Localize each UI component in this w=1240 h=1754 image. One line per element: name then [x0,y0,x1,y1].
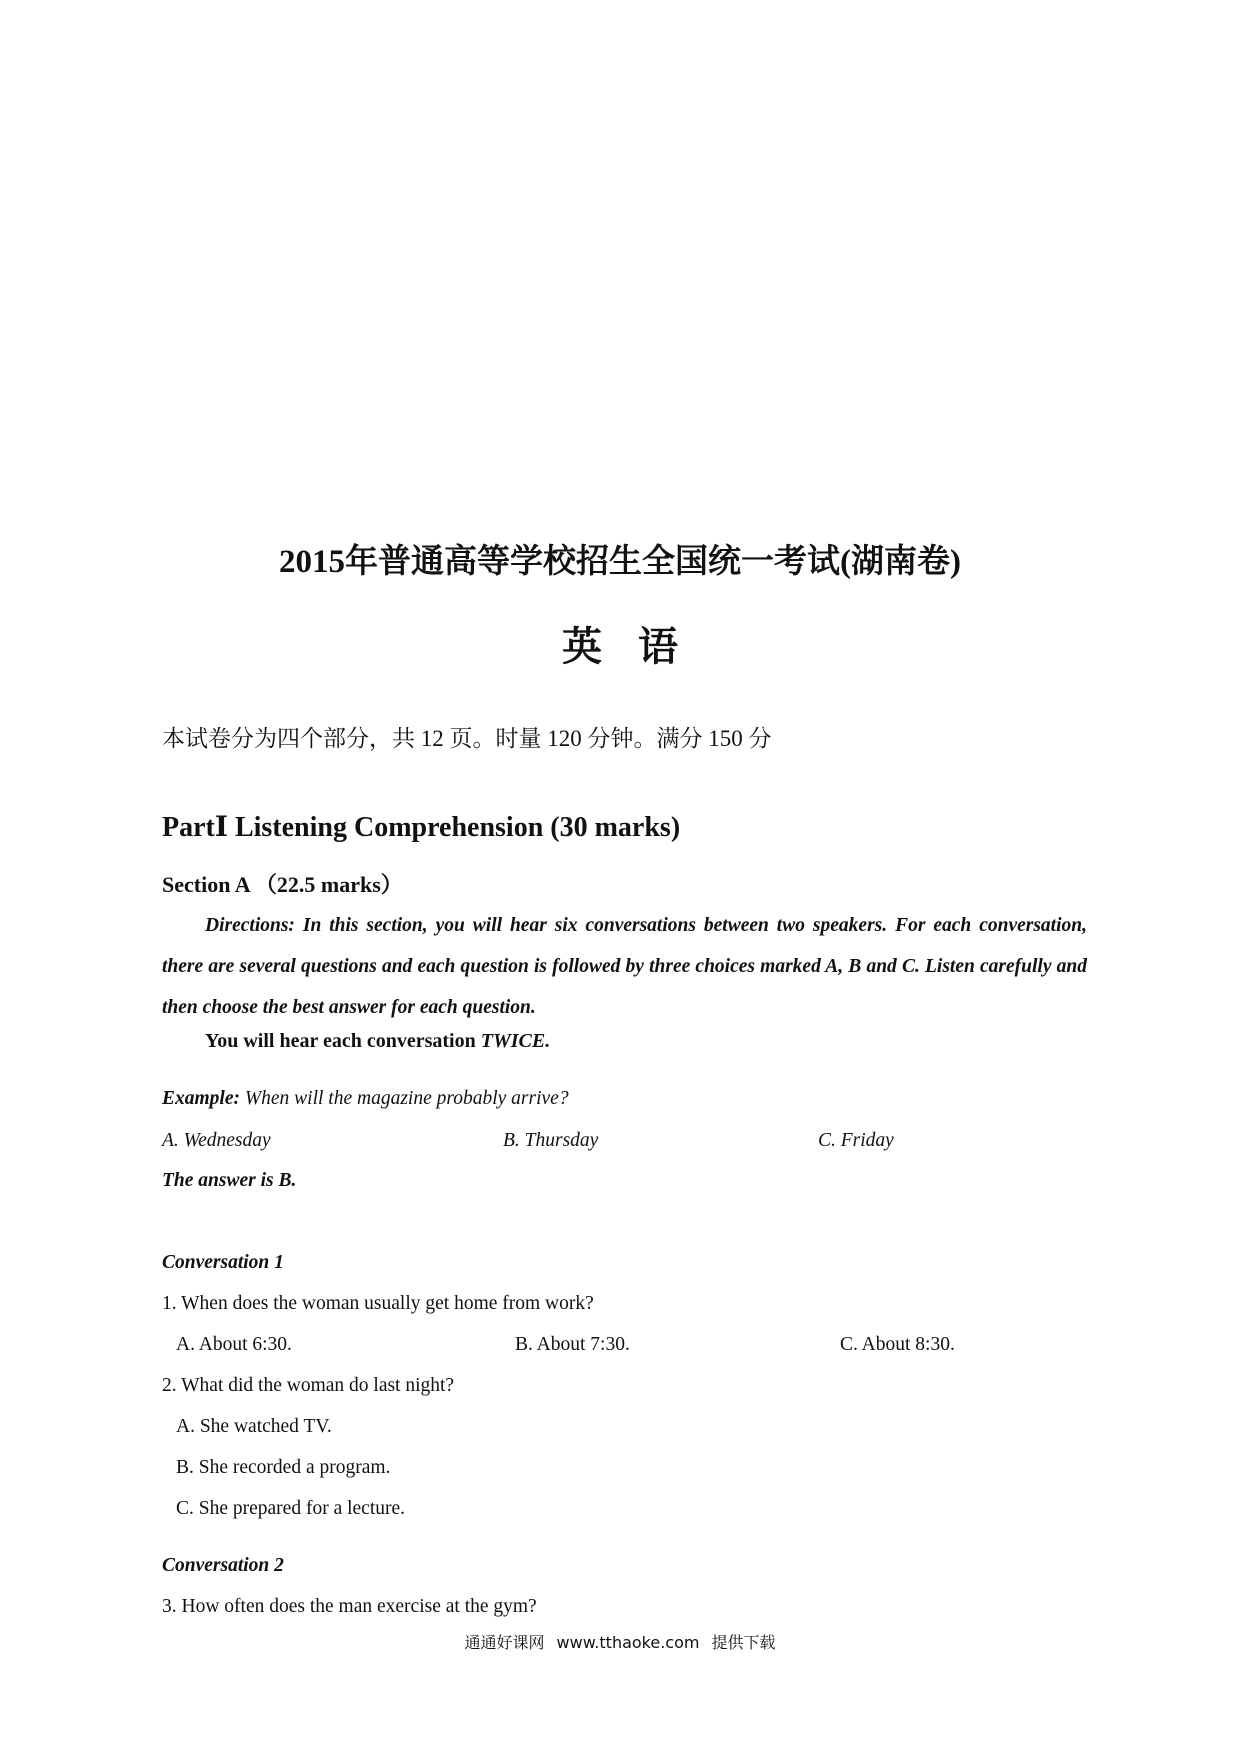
question-1-option-a: A. About 6:30. [176,1334,292,1355]
part1-heading: PartⅠ Listening Comprehension (30 marks) [162,812,681,843]
exam-subject: 英语 [562,624,714,669]
question-1: 1. When does the woman usually get home from work? [162,1293,594,1314]
section-a-heading: Section A （22.5 marks） [162,872,403,897]
example-option-a: A. Wednesday [162,1130,271,1151]
hear-twice-note [205,1030,550,1053]
exam-intro: 本试卷分为四个部分，共 12 页。时量 120 分钟。满分 150 分 [162,726,772,751]
question-1-option-c: C. About 8:30. [840,1334,955,1355]
section-a-directions: Directions: In this section, you will hear six conversations between two speakers. For each conversation, there are several questions and each question is followed by three choices marked A, B and C. Listen carefully and then choose the best answer for each question. [162,915,1087,1018]
example-question [162,1088,569,1110]
question-1-option-b: B. About 7:30. [515,1334,630,1355]
hear-twice-emphasis: TWICE. [480,1030,551,1052]
example-option-b: B. Thursday [503,1130,599,1151]
example-option-c: C. Friday [818,1130,894,1151]
example-answer: The answer is B. [162,1170,297,1191]
footer-action: 提供下载 [711,1633,776,1652]
question-3: 3. How often does the man exercise at the gym? [162,1596,537,1617]
hear-twice-prefix: You will hear each conversation [205,1030,481,1052]
question-2-option-a: A. She watched TV. [176,1416,332,1437]
page-footer [0,1630,1240,1653]
footer-site-name: 通通好课网 [464,1633,545,1652]
conversation-1-heading: Conversation 1 [162,1252,284,1273]
question-2: 2. What did the woman do last night? [162,1375,455,1396]
question-2-option-c: C. She prepared for a lecture. [176,1498,406,1519]
footer-url: www.tthaoke.com [556,1633,700,1652]
example-label: Example: [162,1088,240,1109]
conversation-2-heading: Conversation 2 [162,1555,284,1576]
exam-title: 2015年普通高等学校招生全国统一考试(湖南卷) [279,544,961,580]
question-2-option-b: B. She recorded a program. [176,1457,391,1478]
example-question-text: When will the magazine probably arrive? [240,1088,569,1109]
